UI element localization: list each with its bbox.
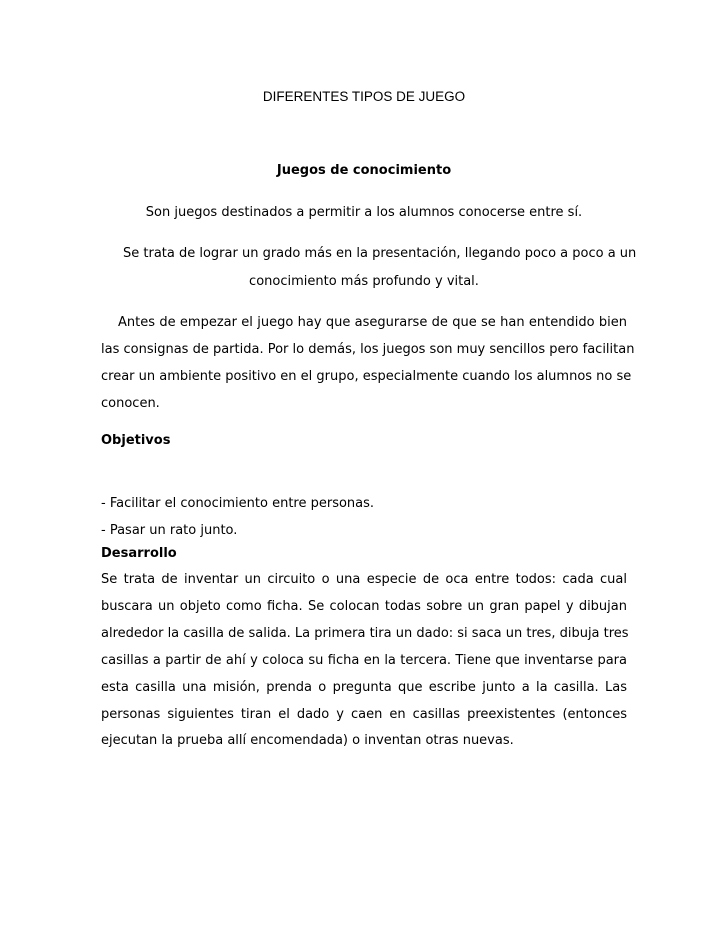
document-title: DIFERENTES TIPOS DE JUEGO xyxy=(262,89,466,104)
objectives-heading: Objetivos xyxy=(101,433,171,448)
presentation-line-1: Se trata de lograr un grado más en la presentación, llegando poco a poco a un xyxy=(123,246,637,261)
paragraph-1-line-4: conocen. xyxy=(101,396,160,411)
objective-item: - Facilitar el conocimiento entre personas. xyxy=(101,496,375,511)
paragraph-1-line-3: crear un ambiente positivo en el grupo, especialmente cuando los alumnos no se xyxy=(101,369,632,384)
section-heading: Juegos de conocimiento xyxy=(276,163,452,178)
development-line-6: personas siguientes tiran el dado y caen en casillas preexistentes (entonces xyxy=(101,707,627,722)
paragraph-1-line-2: las consignas de partida. Por lo demás, los juegos son muy sencillos pero facilitan xyxy=(101,342,635,357)
development-line-7: ejecutan la prueba allí encomendada) o inventan otras nuevas. xyxy=(101,733,514,748)
development-line-2: buscara un objeto como ficha. Se colocan todas sobre un gran papel y dibujan xyxy=(101,599,627,614)
development-heading: Desarrollo xyxy=(101,546,177,561)
paragraph-1-line-1: Antes de empezar el juego hay que asegurarse de que se han entendido bien xyxy=(118,315,627,330)
presentation-line-2: conocimiento más profundo y vital. xyxy=(249,274,479,289)
development-line-5: esta casilla una misión, prenda o pregunta que escribe junto a la casilla. Las xyxy=(101,680,627,695)
development-line-4: casillas a partir de ahí y coloca su ficha en la tercera. Tiene que inventarse para xyxy=(101,653,627,668)
development-line-3: alrededor la casilla de salida. La primera tira un dado: si saca un tres, dibuja tres xyxy=(101,626,629,641)
intro-line: Son juegos destinados a permitir a los alumnos conocerse entre sí. xyxy=(145,205,583,220)
objective-item: - Pasar un rato junto. xyxy=(101,523,238,538)
development-line-1: Se trata de inventar un circuito o una especie de oca entre todos: cada cual xyxy=(101,572,627,587)
